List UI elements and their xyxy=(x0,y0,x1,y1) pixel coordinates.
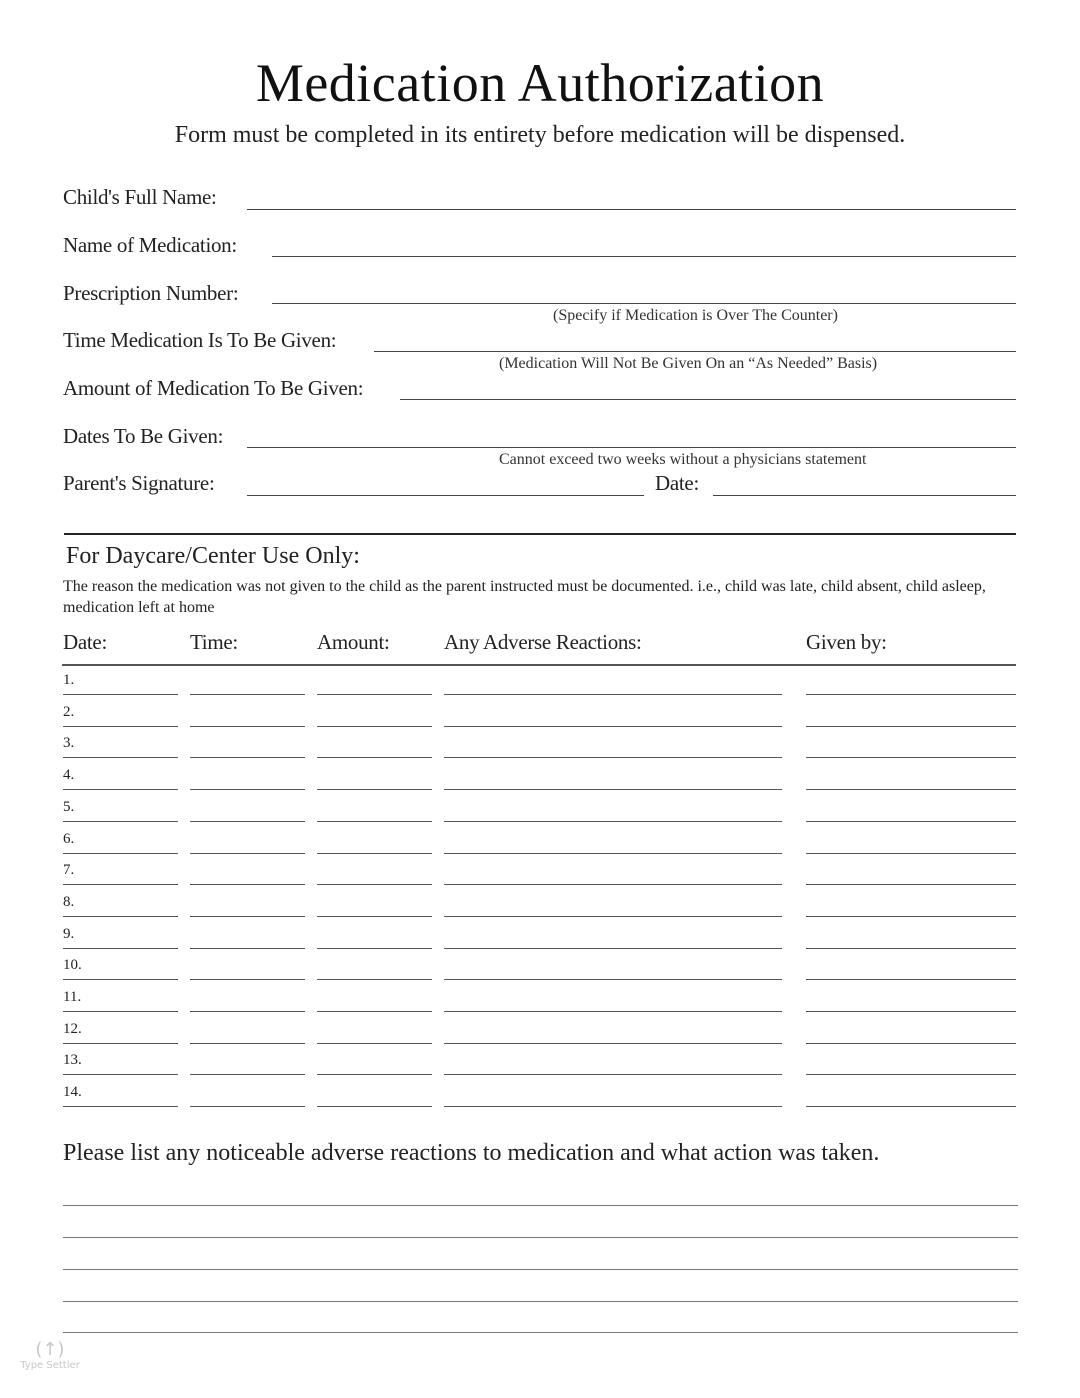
reaction-cell[interactable] xyxy=(444,979,782,980)
column-header-date: Date: xyxy=(63,630,107,654)
reaction-cell[interactable] xyxy=(444,1043,782,1044)
child-name-label: Child's Full Name: xyxy=(63,185,217,209)
table-row xyxy=(0,862,1080,894)
adverse-reactions-line-5[interactable] xyxy=(63,1332,1018,1333)
given-by-cell[interactable] xyxy=(806,757,1016,758)
table-row xyxy=(0,894,1080,926)
time-cell[interactable] xyxy=(190,979,305,980)
adverse-reactions-line-4[interactable] xyxy=(63,1301,1018,1302)
watermark xyxy=(8,1340,92,1371)
time-cell[interactable] xyxy=(190,694,305,695)
table-row xyxy=(0,767,1080,799)
date-cell[interactable] xyxy=(63,726,178,727)
date-label: Date: xyxy=(655,471,699,495)
time-cell[interactable] xyxy=(190,1106,305,1107)
time-cell[interactable] xyxy=(190,853,305,854)
date-cell[interactable] xyxy=(63,916,178,917)
time-cell[interactable] xyxy=(190,1043,305,1044)
column-header-amount: Amount: xyxy=(317,630,390,654)
reaction-cell[interactable] xyxy=(444,1106,782,1107)
time-cell[interactable] xyxy=(190,948,305,949)
row-number: 1. xyxy=(63,672,75,688)
table-row xyxy=(0,831,1080,863)
amount-cell[interactable] xyxy=(317,853,432,854)
reaction-cell[interactable] xyxy=(444,853,782,854)
given-by-cell[interactable] xyxy=(806,1043,1016,1044)
amount-cell[interactable] xyxy=(317,694,432,695)
child-name-field[interactable] xyxy=(247,209,1016,210)
column-header-time: Time: xyxy=(190,630,238,654)
given-by-cell[interactable] xyxy=(806,916,1016,917)
daycare-instructions: The reason the medication was not given to the child as the parent instructed must be documented. i.e., child was late, child absent, child asleep, medication left at home xyxy=(63,578,986,616)
table-row xyxy=(0,704,1080,736)
row-number: 3. xyxy=(63,735,75,752)
given-by-cell[interactable] xyxy=(806,948,1016,949)
time-given-field[interactable] xyxy=(374,351,1016,352)
table-row xyxy=(0,1084,1080,1116)
amount-cell[interactable] xyxy=(317,979,432,980)
given-by-cell[interactable] xyxy=(806,853,1016,854)
date-cell[interactable] xyxy=(63,948,178,949)
amount-cell[interactable] xyxy=(317,1043,432,1044)
amount-cell[interactable] xyxy=(317,821,432,822)
amount-cell[interactable] xyxy=(317,789,432,790)
given-by-cell[interactable] xyxy=(806,1074,1016,1075)
table-row xyxy=(0,926,1080,958)
date-cell[interactable] xyxy=(63,789,178,790)
row-number: 9. xyxy=(63,925,75,942)
reaction-cell[interactable] xyxy=(444,948,782,949)
date-cell[interactable] xyxy=(63,979,178,980)
reaction-cell[interactable] xyxy=(444,726,782,727)
medication-name-field[interactable] xyxy=(272,256,1016,257)
amount-given-field[interactable] xyxy=(400,399,1016,400)
medication-name-label: Name of Medication: xyxy=(63,233,237,257)
prescription-number-label: Prescription Number: xyxy=(63,281,239,305)
dates-given-label: Dates To Be Given: xyxy=(63,424,224,448)
amount-cell[interactable] xyxy=(317,916,432,917)
adverse-reactions-line-1[interactable] xyxy=(63,1205,1018,1206)
given-by-cell[interactable] xyxy=(806,726,1016,727)
time-cell[interactable] xyxy=(190,726,305,727)
parent-signature-field[interactable] xyxy=(247,495,644,496)
date-cell[interactable] xyxy=(63,1011,178,1012)
row-number: 4. xyxy=(63,767,75,784)
row-number: 8. xyxy=(63,893,75,910)
reaction-cell[interactable] xyxy=(444,821,782,822)
form-subtitle: Form must be completed in its entirety before medication will be dispensed. xyxy=(174,122,906,148)
table-row xyxy=(0,957,1080,989)
watermark-logo-icon: (↑) xyxy=(35,1339,65,1360)
dates-given-field[interactable] xyxy=(247,447,1016,448)
table-row xyxy=(0,1052,1080,1084)
given-by-cell[interactable] xyxy=(806,1011,1016,1012)
reaction-cell[interactable] xyxy=(444,916,782,917)
amount-cell[interactable] xyxy=(317,1011,432,1012)
parent-signature-label: Parent's Signature: xyxy=(63,471,215,495)
reaction-cell[interactable] xyxy=(444,884,782,885)
date-cell[interactable] xyxy=(63,694,178,695)
table-row xyxy=(0,735,1080,767)
amount-cell[interactable] xyxy=(317,884,432,885)
reaction-cell[interactable] xyxy=(444,1011,782,1012)
time-note: (Medication Will Not Be Given On an “As Needed” Basis) xyxy=(499,355,878,372)
reaction-cell[interactable] xyxy=(444,1074,782,1075)
form-title: Medication Authorization xyxy=(255,53,825,113)
date-cell[interactable] xyxy=(63,1106,178,1107)
prescription-note: (Specify if Medication is Over The Counter) xyxy=(553,307,838,324)
table-row xyxy=(0,672,1080,704)
row-number: 12. xyxy=(63,1020,82,1037)
row-number: 10. xyxy=(63,957,82,974)
section-divider xyxy=(64,533,1016,535)
table-header-rule xyxy=(62,664,1016,666)
table-row xyxy=(0,799,1080,831)
adverse-reactions-line-2[interactable] xyxy=(63,1237,1018,1238)
date-cell[interactable] xyxy=(63,757,178,758)
row-number: 13. xyxy=(63,1052,82,1069)
time-cell[interactable] xyxy=(190,789,305,790)
reaction-cell[interactable] xyxy=(444,789,782,790)
given-by-cell[interactable] xyxy=(806,979,1016,980)
adverse-reactions-line-3[interactable] xyxy=(63,1269,1018,1270)
reaction-cell[interactable] xyxy=(444,757,782,758)
time-cell[interactable] xyxy=(190,884,305,885)
reaction-cell[interactable] xyxy=(444,694,782,695)
amount-cell[interactable] xyxy=(317,1106,432,1107)
date-cell[interactable] xyxy=(63,1074,178,1075)
amount-cell[interactable] xyxy=(317,757,432,758)
date-cell[interactable] xyxy=(63,884,178,885)
row-number: 2. xyxy=(63,703,75,720)
given-by-cell[interactable] xyxy=(806,1106,1016,1107)
column-header-given-by: Given by: xyxy=(806,630,887,654)
given-by-cell[interactable] xyxy=(806,884,1016,885)
time-cell[interactable] xyxy=(190,916,305,917)
given-by-cell[interactable] xyxy=(806,694,1016,695)
date-cell[interactable] xyxy=(63,1043,178,1044)
time-cell[interactable] xyxy=(190,1074,305,1075)
row-number: 14. xyxy=(63,1084,82,1101)
row-number: 11. xyxy=(63,989,82,1005)
row-number: 7. xyxy=(63,862,75,879)
time-cell[interactable] xyxy=(190,821,305,822)
time-cell[interactable] xyxy=(190,757,305,758)
date-cell[interactable] xyxy=(63,821,178,822)
adverse-reactions-prompt: Please list any noticeable adverse reactions to medication and what action was taken. xyxy=(63,1140,880,1166)
time-given-label: Time Medication Is To Be Given: xyxy=(63,328,337,352)
amount-cell[interactable] xyxy=(317,726,432,727)
table-row xyxy=(0,1021,1080,1053)
daycare-section-title: For Daycare/Center Use Only: xyxy=(66,543,360,569)
amount-given-label: Amount of Medication To Be Given: xyxy=(63,376,364,400)
given-by-cell[interactable] xyxy=(806,821,1016,822)
given-by-cell[interactable] xyxy=(806,789,1016,790)
date-cell[interactable] xyxy=(63,853,178,854)
amount-cell[interactable] xyxy=(317,948,432,949)
column-header-adverse-reactions: Any Adverse Reactions: xyxy=(444,630,642,654)
date-field[interactable] xyxy=(713,495,1016,496)
watermark-text: Type Settler xyxy=(20,1360,80,1371)
amount-cell[interactable] xyxy=(317,1074,432,1075)
row-number: 6. xyxy=(63,830,75,847)
dates-note: Cannot exceed two weeks without a physicians statement xyxy=(499,451,867,468)
table-row xyxy=(0,989,1080,1021)
row-number: 5. xyxy=(63,798,75,815)
time-cell[interactable] xyxy=(190,1011,305,1012)
prescription-number-field[interactable] xyxy=(272,303,1016,304)
